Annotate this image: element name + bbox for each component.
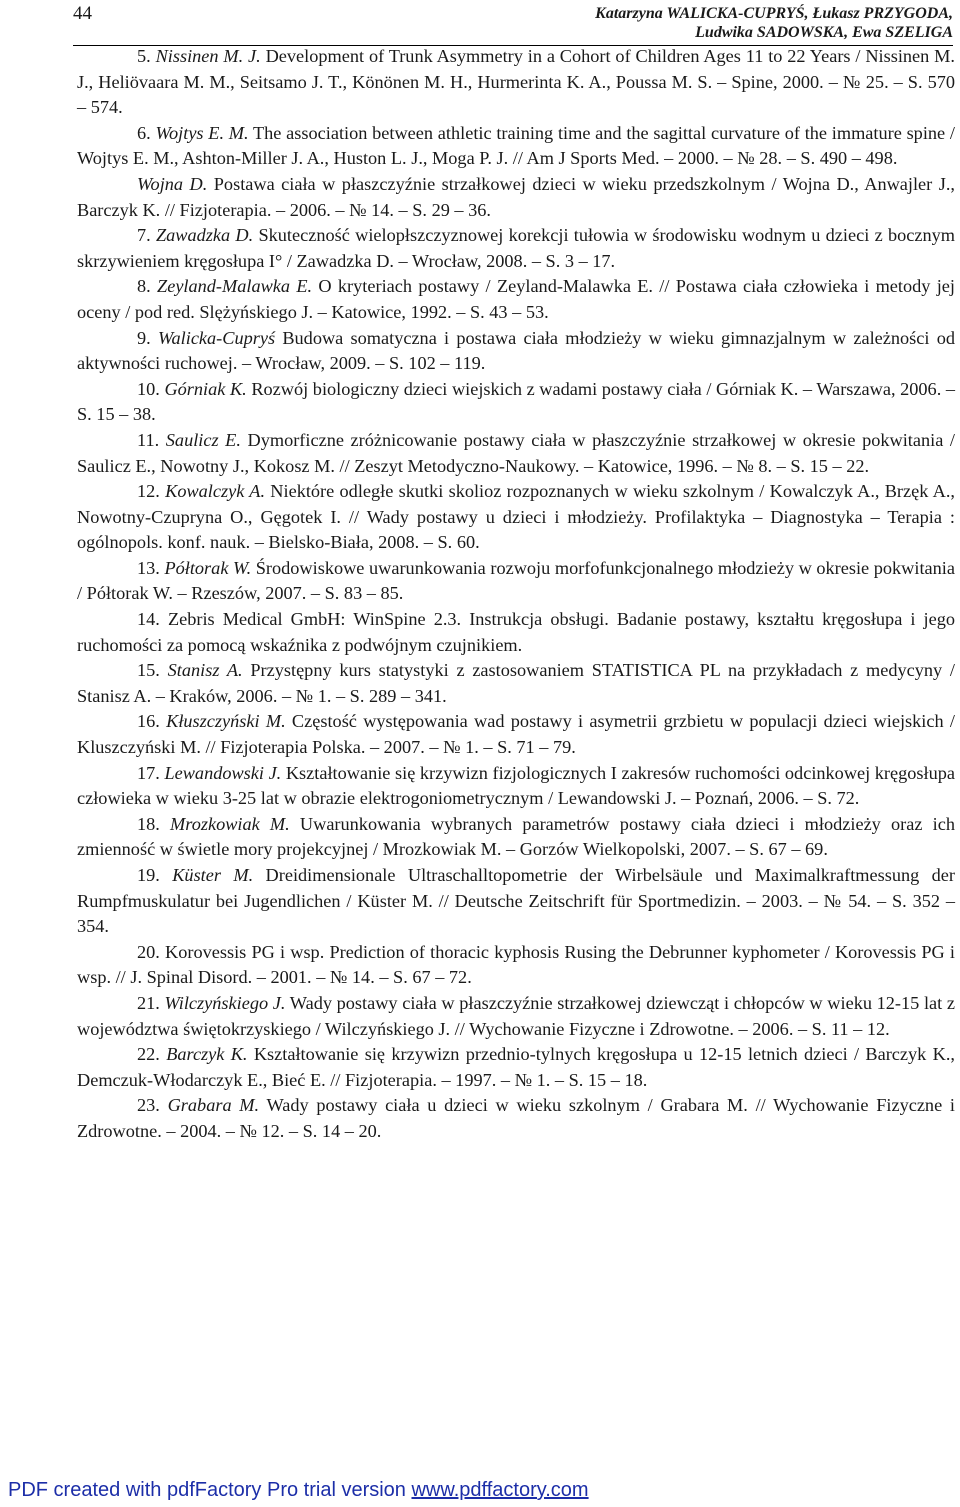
- footer-link[interactable]: www.pdffactory.com: [411, 1479, 589, 1501]
- footer-text: PDF created with pdfFactory Pro trial version: [8, 1479, 412, 1501]
- reference-author: Zeyland-Malawka E.: [157, 276, 313, 297]
- reference-text: Zebris Medical GmbH: WinSpine 2.3. Instrukcja obsługi. Badanie postawy, kształtu kręgosłupa i jego ruchomości za pomocą wskaźnika z podwójnym czujnikiem.: [77, 609, 955, 655]
- reference-text: Rozwój biologiczny dzieci wiejskich z wadami postawy ciała / Górniak K. – Warszawa, 2006. – S. 15 – 38.: [77, 378, 955, 425]
- reference-author: Zawadzka D.: [156, 225, 254, 246]
- reference-text: Wady postawy ciała u dzieci w wieku szkolnym / Grabara M. // Wychowanie Fizyczne i Zdrowotne. – 2004. – № 12. – S. 14 – 20.: [77, 1095, 955, 1141]
- reference-author: Mrozkowiak M.: [170, 813, 290, 834]
- reference-author: Küster M.: [172, 865, 254, 885]
- reference-author: Stanisz A.: [167, 660, 243, 681]
- reference-list: [77, 44, 955, 1145]
- reference-text: Korovessis PG i wsp. Prediction of thoracic kyphosis Rusing the Debrunner kyphometer / Korovessis PG i wsp. // J. Spinal Disord. – 2001. – № 14. – S. 67 – 72.: [77, 941, 955, 988]
- reference-item: [77, 428, 955, 479]
- reference-author: Barczyk K.: [166, 1044, 248, 1065]
- reference-item: [77, 812, 955, 863]
- reference-author: Wilczyńskiego J.: [164, 992, 286, 1013]
- reference-author: Wojtys E. M.: [155, 122, 249, 143]
- reference-item: [77, 44, 955, 121]
- reference-number: 16.: [137, 711, 160, 732]
- reference-text: Częstość występowania wad postawy i asymetrii grzbietu w populacji dzieci wiejskich / Kluszczyński M. // Fizjoterapia Polska. – 2007. – № 1. – S. 71 – 79.: [77, 711, 955, 758]
- reference-number: 15.: [137, 660, 160, 681]
- reference-item: [77, 1093, 955, 1144]
- reference-item: [77, 377, 955, 428]
- reference-text: Kształtowanie się krzywizn fizjologicznych I zakresów ruchomości odcinkowej kręgosłupa człowieka w wieku 3-25 lat w obrazie elektrogoniometrycznym / Lewandowski J. – Poznań, 2006. – S. 72.: [77, 762, 956, 809]
- reference-item: [77, 121, 955, 172]
- reference-number: 9.: [137, 327, 151, 348]
- reference-text: Środowiskowe uwarunkowania rozwoju morfofunkcjonalnego młodzieży w okresie pokwitania / Półtorak W. – Rzeszów, 2007. – S. 83 – 85.: [77, 557, 955, 604]
- reference-text: Budowa somatyczna i postawa ciała młodzieży w wieku gimnazjalnym w zależności od aktywności ruchowej. – Wrocław, 2009. – S. 102 – 119.: [77, 327, 955, 374]
- reference-text: Postawa ciała w płaszczyźnie strzałkowej dzieci w wieku przedszkolnym / Wojna D., Anwajler J., Barczyk K. // Fizjoterapia. – 2006. – № 14. – S. 29 – 36.: [77, 173, 955, 220]
- reference-author: Półtorak W.: [164, 557, 252, 578]
- reference-item: [77, 709, 955, 760]
- reference-number: 7.: [137, 225, 151, 246]
- reference-author: Kłuszczyński M.: [166, 711, 286, 732]
- reference-number: 13.: [137, 557, 160, 578]
- reference-item: [77, 863, 955, 940]
- reference-number: 10.: [137, 378, 160, 399]
- reference-text: Kształtowanie się krzywizn przednio-tylnych kręgosłupa u 12-15 letnich dzieci / Barczyk K., Demczuk-Włodarczyk E., Bieć E. // Fizjoterapia. – 1997. – № 1. – S. 15 – 18.: [77, 1044, 955, 1090]
- reference-item: [77, 326, 955, 377]
- reference-number: 6.: [137, 122, 151, 143]
- reference-author: Wojna D.: [137, 173, 208, 194]
- reference-number: 22.: [137, 1044, 160, 1065]
- reference-number: 23.: [137, 1095, 160, 1116]
- reference-author: Saulicz E.: [165, 429, 241, 450]
- reference-item: [77, 556, 955, 607]
- reference-author: Górniak K.: [164, 378, 247, 399]
- page-number: 44: [73, 3, 92, 24]
- reference-number: 21.: [137, 992, 160, 1013]
- reference-number: 20.: [137, 941, 160, 962]
- reference-author: Grabara M.: [167, 1095, 260, 1116]
- reference-text: Niektóre odległe skutki skolioz rozpoznanych w wieku szkolnym / Kowalczyk A., Brzęk A., Nowotny-Czupryna O., Gęgotek I. // Wady postawy u dzieci i młodzieży. Profilaktyka – Diagnostyka – Terapia : ogólnopols. konf. nauk. – Bielsko-Biała, 2008. – S. 60.: [77, 481, 955, 553]
- reference-number: 19.: [137, 865, 160, 885]
- reference-number: 11.: [137, 429, 160, 450]
- running-head-line-2: Ludwika SADOWSKA, Ewa SZELIGA: [695, 24, 953, 41]
- reference-text: The association between athletic training time and the sagittal curvature of the immature spine / Wojtys E. M., Ashton-Miller J. A., Huston L. J., Moga P. J. // Am J Sports Med. – 2000. – № 28. – S. 490 – 498.: [77, 122, 955, 169]
- reference-item: [77, 761, 955, 812]
- reference-item: [77, 658, 955, 709]
- reference-text: Dymorficzne zróżnicowanie postawy ciała w płaszczyźnie strzałkowej w okresie pokwitania / Saulicz E., Nowotny J., Kokosz M. // Zeszyt Metodyczno-Naukowy. – Katowice, 1996. – № 8. – S. 15 – 22.: [77, 429, 955, 476]
- reference-number: 5.: [137, 46, 151, 66]
- reference-author: Nissinen M. J.: [155, 46, 261, 66]
- reference-author: Kowalczyk A.: [165, 481, 266, 502]
- reference-item: [77, 172, 955, 223]
- reference-text: Skuteczność wielopłszczyznowej korekcji tułowia w środowisku wodnym u dzieci z bocznym skrzywieniem kręgosłupa I° / Zawadzka D. – Wrocław, 2008. – S. 3 – 17.: [77, 225, 955, 271]
- reference-number: 18.: [137, 813, 160, 834]
- page-header: [73, 3, 953, 46]
- reference-item: [77, 991, 955, 1042]
- reference-number: 12.: [137, 481, 160, 502]
- reference-item: [77, 940, 955, 991]
- reference-text: Dreidimensionale Ultraschalltopometrie der Wirbelsäule und Maximalkraftmessung der Rumpfmuskulatur bei Jugendlichen / Küster M. // Deutsche Zeitschrift für Sportmedizin. – 2003. – № 54. – S. 352 – 354.: [77, 865, 955, 937]
- reference-text: Uwarunkowania wybranych parametrów postawy ciała dzieci i młodzieży oraz ich zmienność w świetle mory projekcyjnej / Mrozkowiak M. – Gorzów Wielkopolski, 2007. – S. 67 – 69.: [77, 813, 955, 860]
- reference-text: O kryteriach postawy / Zeyland-Malawka E. // Postawa ciała człowieka i metody jej oceny / pod red. Slężyńskiego J. – Katowice, 1992. – S. 43 – 53.: [77, 276, 955, 322]
- reference-item: [77, 274, 955, 325]
- reference-author: Lewandowski J.: [164, 762, 282, 783]
- reference-item: [77, 223, 955, 274]
- reference-number: 14.: [137, 609, 160, 630]
- reference-text: Development of Trunk Asymmetry in a Cohort of Children Ages 11 to 22 Years / Nissinen M. J., Heliövaara M. M., Seitsamo J. T., Könönen M. H., Hurmerinta K. A., Poussa M. S. – Spine, 2000. – № 25. – S. 570 – 574.: [77, 46, 955, 118]
- reference-number: 8.: [137, 276, 151, 297]
- reference-item: [77, 1042, 955, 1093]
- reference-author: Walicka-Cupryś: [157, 327, 276, 348]
- reference-text: Wady postawy ciała w płaszczyźnie strzałkowej dziewcząt i chłopców w wieku 12-15 lat z województwa świętokrzyskiego / Wilczyńskiego J. // Wychowanie Fizyczne i Zdrowotne. – 2006. – S. 11 – 12.: [77, 992, 955, 1039]
- reference-number: 17.: [137, 762, 160, 783]
- reference-item: [77, 479, 955, 556]
- pdf-footer: [8, 1477, 589, 1503]
- running-head-line-1: Katarzyna WALICKA-CUPRYŚ, Łukasz PRZYGODA,: [595, 5, 953, 22]
- running-head-authors: [595, 4, 953, 42]
- reference-item: [77, 607, 955, 658]
- reference-text: Przystępny kurs statystyki z zastosowaniem STATISTICA PL na przykładach z medycyny / Stanisz A. – Kraków, 2006. – № 1. – S. 289 – 341.: [77, 660, 955, 706]
